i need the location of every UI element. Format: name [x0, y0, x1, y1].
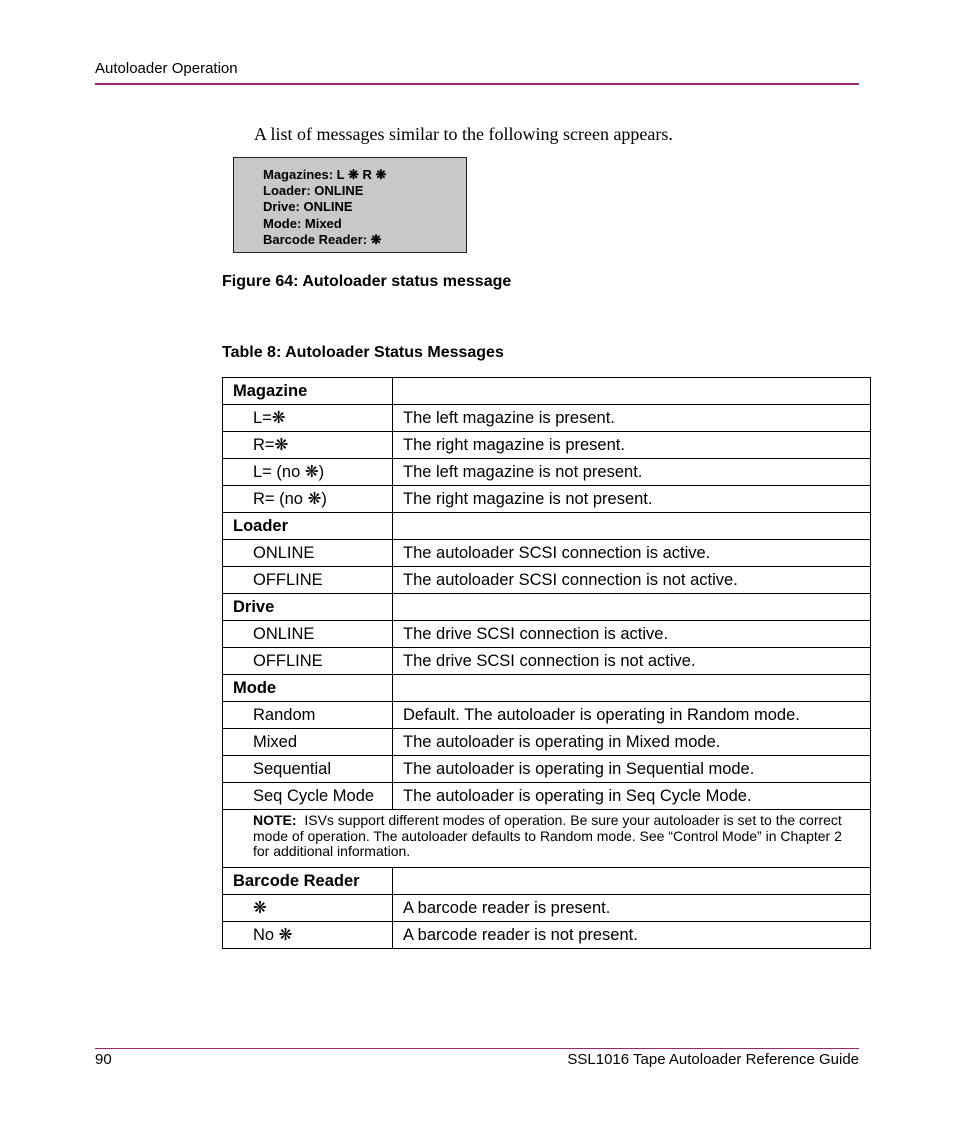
empty-cell [393, 513, 871, 540]
status-value: ONLINE [223, 540, 393, 567]
screen-line-barcode: Barcode Reader: ❋ [263, 231, 382, 247]
table-row [223, 922, 871, 949]
status-description: The left magazine is not present. [393, 459, 871, 486]
group-title: Loader [223, 513, 393, 540]
status-description: The autoloader SCSI connection is not active. [393, 567, 871, 594]
table-row [223, 648, 871, 675]
screen-line-mode: Mode: Mixed [263, 215, 342, 231]
screen-line-drive: Drive: ONLINE [263, 199, 353, 215]
status-description: The autoloader is operating in Mixed mode. [393, 729, 871, 756]
group-row-mode [223, 675, 871, 702]
group-title: Drive [223, 594, 393, 621]
status-value: OFFLINE [223, 567, 393, 594]
group-title: Barcode Reader [223, 868, 393, 895]
table-row [223, 729, 871, 756]
status-value: Random [223, 702, 393, 729]
table-row [223, 432, 871, 459]
status-value: R=❋ [223, 432, 393, 459]
empty-cell [393, 594, 871, 621]
note-label: NOTE: [253, 812, 297, 828]
table-row [223, 783, 871, 810]
screen-line-magazines: Magazines: L ❋ R ❋ [263, 167, 387, 182]
table-row [223, 459, 871, 486]
status-value: R= (no ❋) [223, 486, 393, 513]
group-row-loader [223, 513, 871, 540]
header-rule [95, 83, 859, 85]
table-row [223, 895, 871, 922]
status-description: The drive SCSI connection is active. [393, 621, 871, 648]
group-row-drive [223, 594, 871, 621]
screen-line-loader: Loader: ONLINE [263, 183, 364, 199]
status-description: The right magazine is not present. [393, 486, 871, 513]
status-value: L=❋ [223, 405, 393, 432]
group-title: Mode [223, 675, 393, 702]
status-messages-table [222, 377, 871, 949]
status-description: The left magazine is present. [393, 405, 871, 432]
status-value: Sequential [223, 756, 393, 783]
group-title: Magazine [223, 378, 393, 405]
status-value: L= (no ❋) [223, 459, 393, 486]
table-row [223, 486, 871, 513]
figure-caption: Figure 64: Autoloader status message [222, 273, 512, 290]
status-description: Default. The autoloader is operating in Random mode. [393, 702, 871, 729]
empty-cell [393, 675, 871, 702]
status-screen [233, 157, 467, 253]
status-value: ONLINE [223, 621, 393, 648]
guide-title: SSL1016 Tape Autoloader Reference Guide [567, 1051, 859, 1068]
status-value: Mixed [223, 729, 393, 756]
note-row [223, 810, 871, 868]
status-description: A barcode reader is present. [393, 895, 871, 922]
status-value: OFFLINE [223, 648, 393, 675]
table-caption: Table 8: Autoloader Status Messages [222, 344, 504, 361]
note-text: ISVs support different modes of operation. Be sure your autoloader is set to the correct mode of operation. The autoloader defaults to Random mode. See “Control Mode” in Chapter 2 for additional information. [253, 812, 842, 859]
footer-rule [95, 1048, 859, 1049]
status-description: The autoloader is operating in Seq Cycle Mode. [393, 783, 871, 810]
status-description: A barcode reader is not present. [393, 922, 871, 949]
table-row [223, 702, 871, 729]
empty-cell [393, 868, 871, 895]
status-value: No ❋ [223, 922, 393, 949]
table-row [223, 621, 871, 648]
group-row-magazine [223, 378, 871, 405]
status-value: ❋ [223, 895, 393, 922]
page-number: 90 [95, 1051, 112, 1068]
status-description: The drive SCSI connection is not active. [393, 648, 871, 675]
table-row [223, 567, 871, 594]
running-header: Autoloader Operation [95, 60, 238, 77]
table-row [223, 756, 871, 783]
table-row [223, 405, 871, 432]
table-row [223, 540, 871, 567]
status-description: The autoloader is operating in Sequential mode. [393, 756, 871, 783]
status-description: The right magazine is present. [393, 432, 871, 459]
status-description: The autoloader SCSI connection is active. [393, 540, 871, 567]
group-row-barcode [223, 868, 871, 895]
intro-paragraph: A list of messages similar to the following screen appears. [254, 124, 673, 144]
empty-cell [393, 378, 871, 405]
status-value: Seq Cycle Mode [223, 783, 393, 810]
mode-note [223, 810, 871, 868]
